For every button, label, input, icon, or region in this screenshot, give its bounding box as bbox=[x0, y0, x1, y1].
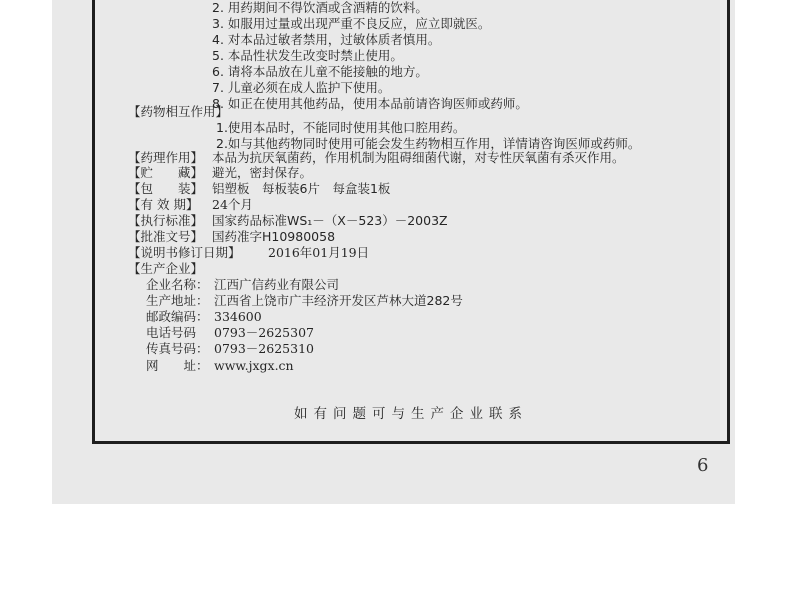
expiry-label: 【有 效 期】 bbox=[128, 197, 199, 212]
postcode-value: 334600 bbox=[214, 309, 262, 324]
fax-value: 0793－2625310 bbox=[214, 341, 314, 356]
company-name-label: 企业名称： bbox=[146, 277, 209, 292]
approval-value: 国药准字H10980058 bbox=[212, 229, 336, 244]
manufacturer-label: 【生产企业】 bbox=[128, 261, 204, 276]
caution-item: 2. 用药期间不得饮酒或含酒精的饮料。 bbox=[212, 0, 428, 15]
caution-item: 4. 对本品过敏者禁用，过敏体质者慎用。 bbox=[212, 32, 441, 47]
caution-item: 3. 如服用过量或出现严重不良反应，应立即就医。 bbox=[212, 16, 491, 31]
storage-label: 【贮 藏】 bbox=[128, 165, 204, 180]
standard-label: 【执行标准】 bbox=[128, 213, 204, 228]
page-number: 6 bbox=[697, 455, 709, 476]
website-value: www.jxgx.cn bbox=[214, 358, 294, 373]
address-label: 生产地址： bbox=[146, 293, 209, 308]
expiry-value: 24个月 bbox=[212, 197, 253, 212]
revision-label: 【说明书修订日期】 bbox=[128, 245, 241, 260]
contact-note: 如有问题可与生产企业联系 bbox=[294, 406, 528, 422]
phone-value: 0793－2625307 bbox=[214, 325, 314, 340]
phone-label: 电话号码 bbox=[146, 325, 197, 340]
interaction-item: 2.如与其他药物同时使用可能会发生药物相互作用，详情请咨询医师或药师。 bbox=[216, 136, 641, 151]
caution-item: 8. 如正在使用其他药品，使用本品前请咨询医师或药师。 bbox=[212, 96, 528, 111]
caution-item: 6. 请将本品放在儿童不能接触的地方。 bbox=[212, 64, 428, 79]
pharmacology-value: 本品为抗厌氧菌药，作用机制为阻碍细菌代谢，对专性厌氧菌有杀灭作用。 bbox=[212, 150, 625, 165]
caution-item: 7. 儿童必须在成人监护下使用。 bbox=[212, 80, 391, 95]
address-value: 江西省上饶市广丰经济开发区芦林大道282号 bbox=[214, 293, 463, 308]
revision-value: 2016年01月19日 bbox=[268, 245, 370, 260]
caution-item: 5. 本品性状发生改变时禁止使用。 bbox=[212, 48, 403, 63]
interaction-item: 1.使用本品时，不能同时使用其他口腔用药。 bbox=[216, 120, 466, 135]
standard-value: 国家药品标准WS₁－（X－523）－2003Z bbox=[212, 213, 448, 228]
fax-label: 传真号码： bbox=[146, 341, 209, 356]
interactions-label: 【药物相互作用】 bbox=[128, 104, 229, 119]
package-value: 铝塑板 每板装6片 每盒装1板 bbox=[212, 181, 391, 196]
pharmacology-label: 【药理作用】 bbox=[128, 150, 204, 165]
postcode-label: 邮政编码： bbox=[146, 309, 209, 324]
company-name-value: 江西广信药业有限公司 bbox=[214, 277, 340, 292]
storage-value: 避光，密封保存。 bbox=[212, 165, 313, 180]
package-label: 【包 装】 bbox=[128, 181, 204, 196]
approval-label: 【批准文号】 bbox=[128, 229, 204, 244]
website-label: 网 址： bbox=[146, 358, 209, 373]
